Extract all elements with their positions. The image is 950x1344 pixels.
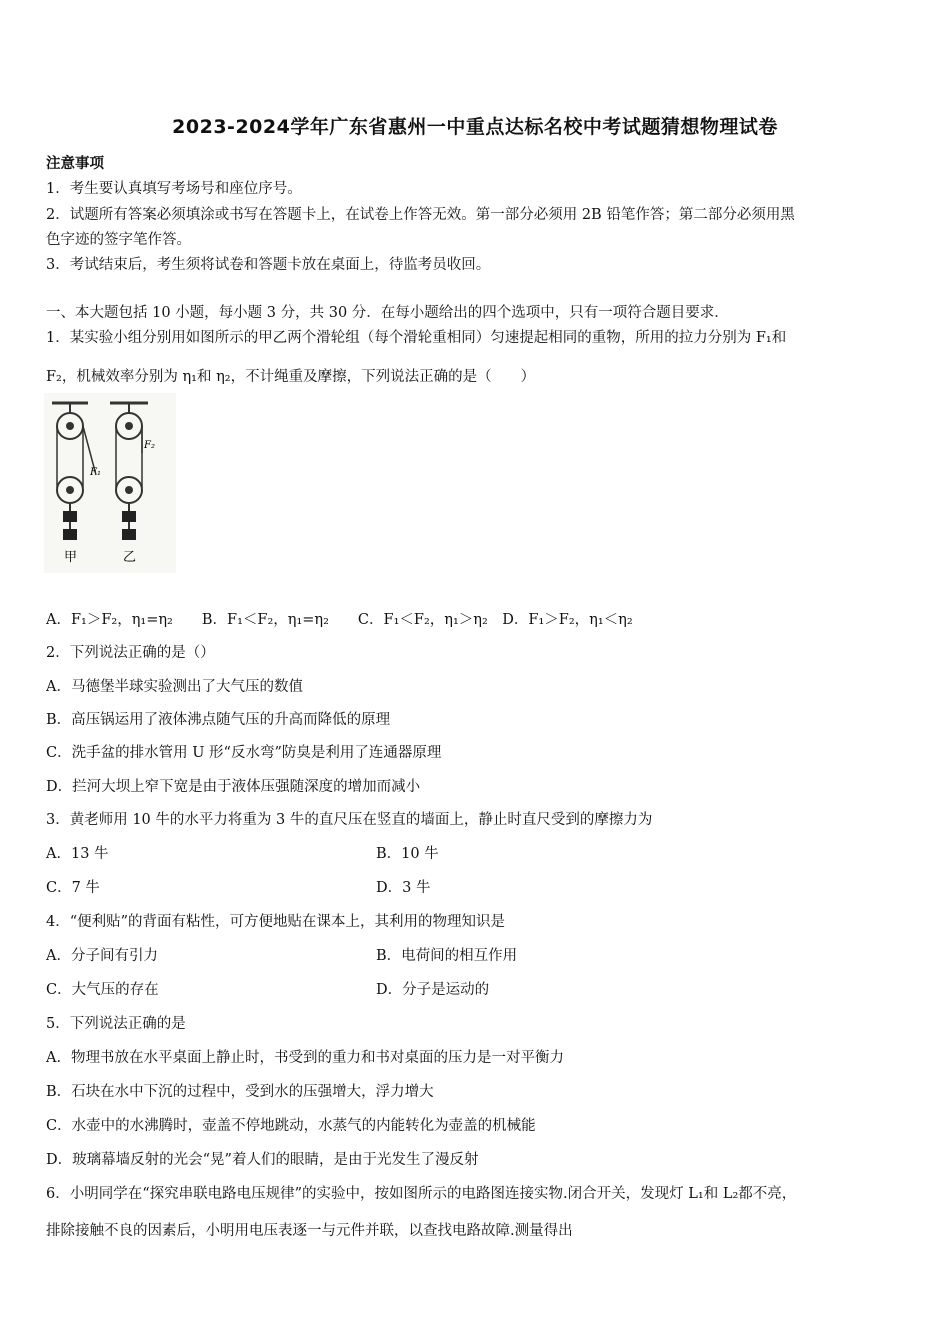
question-2-option: C．洗手盆的排水管用 U 形“反水弯”防臭是利用了连通器原理	[46, 745, 442, 761]
question-3-option: D．3 牛	[376, 880, 431, 896]
question-6-stem: 6．小明同学在“探究串联电路电压规律”的实验中，按如图所示的电路图连接实物.闭合开关，发现灯 L₁和 L₂都不亮，	[46, 1186, 797, 1202]
question-1-options: A．F₁＞F₂，η₁=η₂ B．F₁＜F₂，η₁=η₂ C．F₁＜F₂，η₁＞η₂ D．F₁＞F₂，η₁＜η₂	[46, 612, 633, 628]
question-4-option: C．大气压的存在	[46, 982, 159, 998]
figure-label-yi: 乙	[123, 550, 137, 565]
question-5-stem: 5．下列说法正确的是	[46, 1016, 186, 1032]
question-3-option: B．10 牛	[376, 846, 439, 862]
question-4-option: B．电荷间的相互作用	[376, 948, 518, 964]
question-1-stem: 1．某实验小组分别用如图所示的甲乙两个滑轮组（每个滑轮重相同）匀速提起相同的重物，所用的拉力分别为 F₁和	[46, 330, 787, 346]
question-4-option: D．分子是运动的	[376, 982, 490, 998]
question-2-option: D．拦河大坝上窄下宽是由于液体压强随深度的增加而减小	[46, 779, 421, 795]
question-6-stem: 排除接触不良的因素后，小明用电压表逐一与元件并联，以查找电路故障.测量得出	[46, 1223, 573, 1239]
notice-item: 2．试题所有答案必须填涂或书写在答题卡上，在试卷上作答无效。第一部分必须用 2B 铅笔作答；第二部分必须用黑	[46, 207, 795, 223]
force-label-f2: F₂	[144, 440, 155, 451]
notice-item: 3．考试结束后，考生须将试卷和答题卡放在桌面上，待监考员收回。	[46, 257, 491, 273]
notice-item: 色字迹的签字笔作答。	[46, 232, 191, 248]
question-4-option: A．分子间有引力	[46, 948, 158, 964]
question-3-option: A．13 牛	[46, 846, 109, 862]
question-3-stem: 3．黄老师用 10 牛的水平力将重为 3 牛的直尺压在竖直的墙面上，静止时直尺受到的摩擦力为	[46, 812, 653, 828]
pulley-figure	[44, 393, 176, 573]
section-heading: 一、本大题包括 10 小题，每小题 3 分，共 30 分．在每小题给出的四个选项中，只有一项符合题目要求．	[46, 305, 729, 321]
force-label-f1: F₁	[90, 467, 101, 478]
notice-item: 1．考生要认真填写考场号和座位序号。	[46, 181, 302, 197]
question-4-stem: 4．“便利贴”的背面有粘性，可方便地贴在课本上，其利用的物理知识是	[46, 914, 506, 930]
question-5-option: B．石块在水中下沉的过程中，受到水的压强增大，浮力增大	[46, 1084, 434, 1100]
page-title: 2023-2024学年广东省惠州一中重点达标名校中考试题猜想物理试卷	[172, 116, 778, 138]
question-2-stem: 2．下列说法正确的是（）	[46, 645, 215, 661]
question-2-option: B．高压锅运用了液体沸点随气压的升高而降低的原理	[46, 712, 391, 728]
question-3-option: C．7 牛	[46, 880, 100, 896]
figure-label-jia: 甲	[64, 550, 78, 565]
question-5-option: D．玻璃幕墙反射的光会“晃”着人们的眼睛，是由于光发生了漫反射	[46, 1152, 479, 1168]
question-5-option: A．物理书放在水平桌面上静止时，书受到的重力和书对桌面的压力是一对平衡力	[46, 1050, 564, 1066]
notice-heading: 注意事项	[46, 155, 104, 172]
question-5-option: C．水壶中的水沸腾时，壶盖不停地跳动，水蒸气的内能转化为壶盖的机械能	[46, 1118, 536, 1134]
question-1-stem: F₂，机械效率分别为 η₁和 η₂，不计绳重及摩擦，下列说法正确的是（ ）	[46, 369, 536, 385]
question-2-option: A．马德堡半球实验测出了大气压的数值	[46, 679, 303, 695]
